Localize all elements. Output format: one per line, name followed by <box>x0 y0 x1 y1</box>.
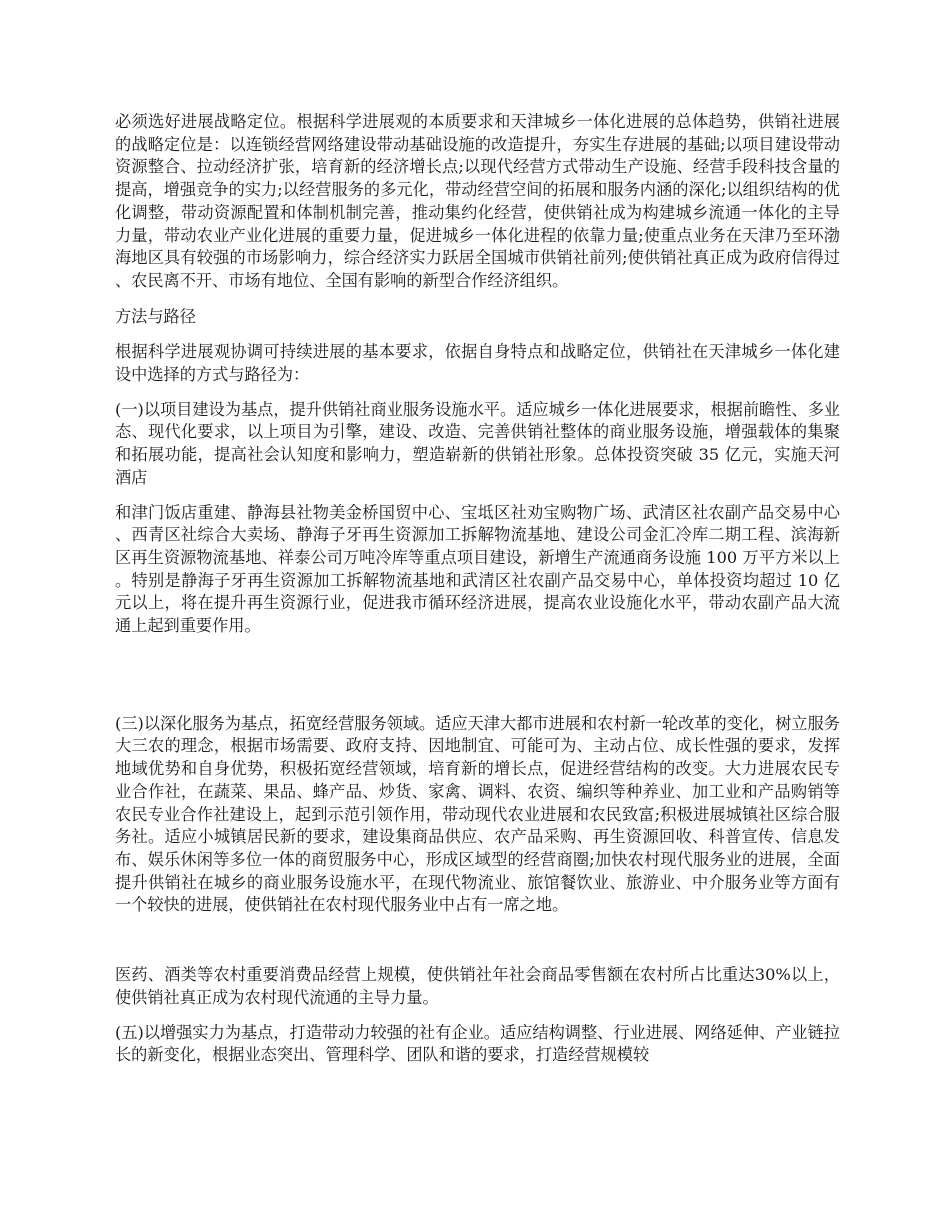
paragraph-item-3: (三)以深化服务为基点，拓宽经营服务领域。适应天津大都市进展和农村新一轮改革的变化，树立服务大三农的理念，根据市场需要、政府支持、因地制宜、可能可为、主动占位、成长性强的要求，发挥地域优势和自身优势，积极拓宽经营领域，培育新的增长点，促进经营结构的改变。大力进展农民专业合作社，在蔬菜、果品、蜂产品、炒货、家禽、调料、农资、编织等种养业、加工业和产品购销等农民专业合作社建设上，起到示范引领作用，带动现代农业进展和农民致富;积极进展城镇社区综合服务社。适应小城镇居民新的要求，建设集商品供应、农产品采购、再生资源回收、科普宣传、信息发布、娱乐休闲等多位一体的商贸服务中心，形成区域型的经营商圈;加快农村现代服务业的进展，全面提升供销社在城乡的商业服务设施水平，在现代物流业、旅馆餐饮业、旅游业、中介服务业等方面有一个较快的进展，使供销社在农村现代服务业中占有一席之地。 <box>115 713 840 915</box>
document-page <box>115 111 840 1067</box>
paragraph-retail-share: 医药、酒类等农村重要消费品经营上规模，使供销社年社会商品零售额在农村所占比重达30%以上，使供销社真正成为农村现代流通的主导力量。 <box>115 965 840 1007</box>
section-heading-methods: 方法与路径 <box>115 306 196 326</box>
paragraph-item-1-continued: 和津门饭店重建、静海县社物美金桥国贸中心、宝坻区社劝宝购物广场、武清区社农副产品交易中心、西青区社综合大卖场、静海子牙再生资源加工拆解物流基地、建设公司金汇冷库二期工程、滨海新区再生资源物流基地、祥泰公司万吨冷库等重点项目建设，新增生产流通商务设施 100 万平方米以上。特别是静海子牙再生资源加工拆解物流基地和武清区社农副产品交易中心，单体投资均超过 10 亿元以上，将在提升再生资源行业，促进我市循环经济进展，提高农业设施化水平，带动农副产品大流通上起到重要作用。 <box>115 502 840 636</box>
paragraph-item-5: (五)以增强实力为基点，打造带动力较强的社有企业。适应结构调整、行业进展、网络延伸、产业链拉长的新变化，根据业态突出、管理科学、团队和谐的要求，打造经营规模较 <box>115 1022 840 1065</box>
paragraph-strategic-positioning: 必须选好进展战略定位。根据科学进展观的本质要求和天津城乡一体化进展的总体趋势，供销社进展的战略定位是：以连锁经营网络建设带动基础设施的改造提升，夯实生存进展的基础;以项目建设带动资源整合、拉动经济扩张，培育新的经济增长点;以现代经营方式带动生产设施、经营手段科技含量的提高，增强竞争的实力;以经营服务的多元化，带动经营空间的拓展和服务内涵的深化;以组织结构的优化调整，带动资源配置和体制机制完善，推动集约化经营，使供销社成为构建城乡流通一体化的主导力量，带动农业产业化进展的重要力量，促进城乡一体化进程的依靠力量;使重点业务在天津乃至环渤海地区具有较强的市场影响力，综合经济实力跃居全国城市供销社前列;使供销社真正成为政府信得过、农民离不开、市场有地位、全国有影响的新型合作经济组织。 <box>115 112 840 290</box>
paragraph-item-1: (一)以项目建设为基点，提升供销社商业服务设施水平。适应城乡一体化进展要求，根据前瞻性、多业态、现代化要求，以上项目为引擎，建设、改造、完善供销社整体的商业服务设施，增强载体的集聚和拓展功能，提高社会认知度和影响力，塑造崭新的供销社形象。总体投资突破 35 亿元，实施天河酒店 <box>115 399 840 487</box>
paragraph-methods-intro: 根据科学进展观协调可持续进展的基本要求，依据自身特点和战略定位，供销社在天津城乡一体化建设中选择的方式与路径为： <box>115 342 840 385</box>
